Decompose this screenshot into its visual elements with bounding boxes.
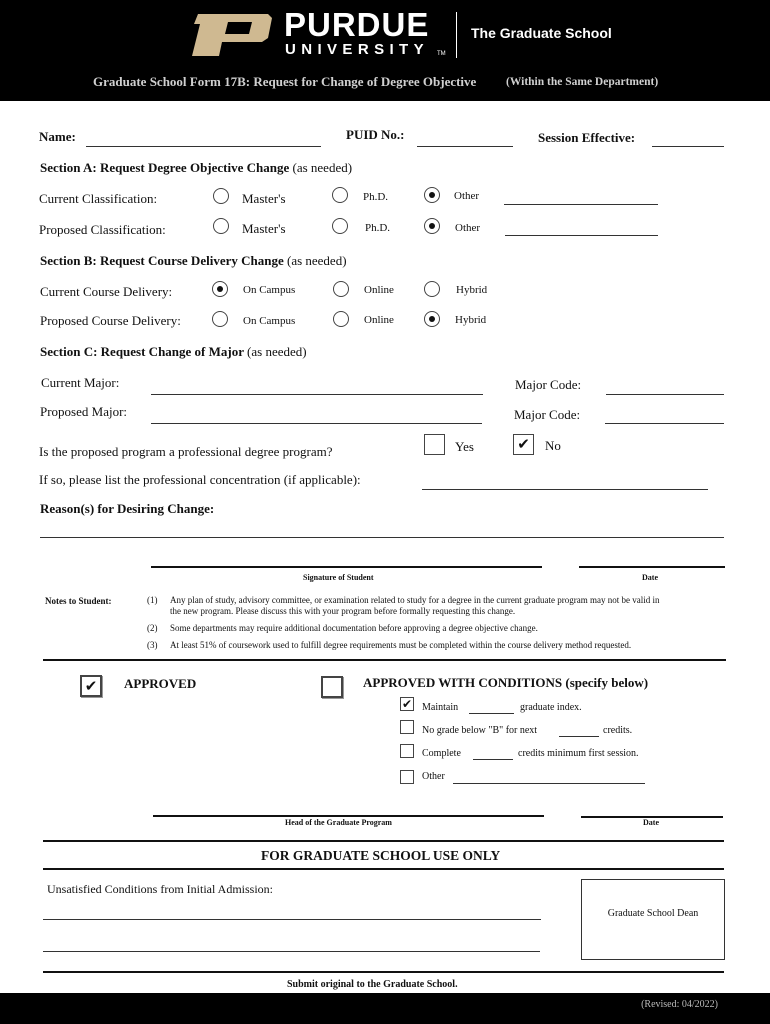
unsatisfied-field[interactable] [43, 951, 540, 952]
current-other-field[interactable] [504, 204, 658, 205]
condition-text: credits minimum first session. [518, 748, 639, 759]
option-label: Hybrid [456, 284, 488, 296]
check-icon: ✔ [517, 435, 530, 453]
proposed-other-field[interactable] [505, 235, 658, 236]
unsatisfied-label: Unsatisfied Conditions from Initial Admission: [47, 882, 273, 896]
option-label: Online [364, 314, 394, 326]
note-number: (1) [147, 595, 158, 605]
notes-label: Notes to Student: [45, 596, 112, 606]
condition-text: Other [422, 771, 445, 782]
footer-bar [0, 993, 770, 1024]
proposed-phd-radio[interactable] [332, 218, 348, 234]
option-label: Other [455, 222, 481, 234]
approved-checkbox[interactable] [80, 675, 102, 697]
current-hybrid-radio[interactable] [424, 281, 440, 297]
option-label: Online [364, 284, 394, 296]
approved-with-conditions-checkbox[interactable] [321, 676, 343, 698]
note-number: (2) [147, 623, 158, 633]
note-number: (3) [147, 640, 158, 650]
option-label: Master's [242, 221, 286, 236]
school-name: The Graduate School [471, 25, 612, 41]
current-delivery-label: Current Course Delivery: [40, 284, 173, 299]
proposed-major-field[interactable] [151, 423, 482, 424]
section-divider [43, 840, 724, 842]
submit-instruction: Submit original to the Graduate School. [287, 979, 458, 990]
proposed-online-radio[interactable] [333, 311, 349, 327]
concentration-label: If so, please list the professional concentration (if applicable): [39, 472, 361, 487]
approved-label: APPROVED [124, 676, 197, 691]
form-title-note: (Within the Same Department) [506, 76, 659, 88]
note-text: Any plan of study, advisory committee, or examination related to study for a degree in the current graduate program may not be valid in [170, 595, 660, 605]
proposed-major-label: Proposed Major: [40, 404, 128, 419]
current-other-radio[interactable] [424, 187, 440, 203]
check-icon: ✔ [401, 697, 413, 711]
proposed-other-radio[interactable] [424, 218, 440, 234]
current-phd-radio[interactable] [332, 187, 348, 203]
note-text: At least 51% of coursework used to fulfill degree requirements must be completed within the course delivery method requested. [170, 640, 632, 650]
other-condition-checkbox[interactable] [400, 770, 414, 784]
section-divider [43, 971, 724, 973]
note-text: Some departments may require additional documentation before approving a degree objective change. [170, 623, 538, 633]
approved-with-conditions-label: APPROVED WITH CONDITIONS (specify below) [363, 675, 649, 690]
complete-checkbox[interactable] [400, 744, 414, 758]
condition-text: credits. [603, 725, 633, 736]
header-banner [0, 0, 770, 101]
date-label: Date [642, 573, 658, 582]
student-signature-line[interactable] [151, 566, 542, 568]
unsatisfied-field[interactable] [43, 919, 541, 920]
puid-label: PUID No.: [346, 127, 405, 142]
current-oncampus-radio[interactable] [212, 281, 228, 297]
current-masters-radio[interactable] [213, 188, 229, 204]
complete-field[interactable] [473, 759, 513, 760]
current-major-code-label: Major Code: [515, 377, 582, 392]
section-b-title: Section B: Request Course Delivery Change (as needed) [40, 253, 347, 268]
condition-text: Maintain [422, 702, 459, 713]
maintain-checkbox[interactable] [400, 697, 414, 711]
proposed-masters-radio[interactable] [213, 218, 229, 234]
option-label: Master's [242, 191, 286, 206]
current-major-label: Current Major: [41, 375, 120, 390]
note-text: the new program. Please discuss this with your program before formally requesting this change. [170, 606, 516, 616]
professional-question: Is the proposed program a professional degree program? [39, 444, 333, 459]
option-label: Ph.D. [363, 191, 389, 203]
concentration-field[interactable] [422, 489, 708, 490]
proposed-oncampus-radio[interactable] [212, 311, 228, 327]
dean-label: Graduate School Dean [607, 908, 699, 919]
option-label: Other [454, 190, 480, 202]
option-label: Ph.D. [365, 222, 391, 234]
reasons-label: Reason(s) for Desiring Change: [40, 501, 215, 516]
student-date-line[interactable] [579, 566, 725, 568]
no-grade-below-checkbox[interactable] [400, 720, 414, 734]
professional-no-checkbox[interactable] [513, 434, 534, 455]
current-online-radio[interactable] [333, 281, 349, 297]
brand-divider [456, 12, 457, 58]
revised-date: (Revised: 04/2022) [641, 999, 718, 1010]
reasons-field[interactable] [40, 537, 724, 538]
option-label: On Campus [243, 315, 296, 327]
name-field[interactable] [86, 146, 321, 147]
form-title: Graduate School Form 17B: Request for Change of Degree Objective [93, 74, 477, 89]
condition-text: graduate index. [520, 702, 582, 713]
proposed-classification-label: Proposed Classification: [39, 222, 166, 237]
section-a-title: Section A: Request Degree Objective Change (as needed) [40, 160, 353, 175]
session-field[interactable] [652, 146, 724, 147]
name-label: Name: [39, 129, 76, 144]
brand-name: PURDUE [284, 6, 430, 43]
current-major-code-field[interactable] [606, 394, 724, 395]
date-label: Date [643, 818, 659, 827]
proposed-hybrid-radio[interactable] [424, 311, 440, 327]
current-classification-label: Current Classification: [39, 191, 158, 206]
condition-text: No grade below "B" for next [422, 725, 538, 736]
no-label: No [545, 438, 561, 453]
other-condition-field[interactable] [453, 783, 645, 784]
session-label: Session Effective: [538, 130, 636, 145]
purdue-p-logo-icon [188, 12, 274, 58]
maintain-field[interactable] [469, 713, 514, 714]
dean-signature-box[interactable] [581, 879, 725, 960]
yes-label: Yes [455, 439, 474, 454]
proposed-major-code-field[interactable] [605, 423, 724, 424]
section-c-title: Section C: Request Change of Major (as needed) [40, 344, 307, 359]
proposed-major-code-label: Major Code: [514, 407, 581, 422]
trademark-mark: TM [437, 51, 446, 57]
section-divider [43, 868, 724, 870]
puid-field[interactable] [417, 146, 513, 147]
head-label: Head of the Graduate Program [285, 818, 392, 827]
check-icon: ✔ [84, 677, 98, 695]
option-label: On Campus [243, 284, 296, 296]
grad-use-title: FOR GRADUATE SCHOOL USE ONLY [261, 848, 501, 863]
condition-text: Complete [422, 748, 461, 759]
section-divider [43, 659, 726, 661]
professional-yes-checkbox[interactable] [424, 434, 445, 455]
brand-subtitle: UNIVERSITY [285, 41, 430, 58]
current-major-field[interactable] [151, 394, 483, 395]
option-label: Hybrid [455, 314, 487, 326]
signature-label: Signature of Student [303, 573, 374, 582]
proposed-delivery-label: Proposed Course Delivery: [40, 313, 181, 328]
no-grade-below-field[interactable] [559, 736, 599, 737]
head-signature-line[interactable] [153, 815, 544, 817]
